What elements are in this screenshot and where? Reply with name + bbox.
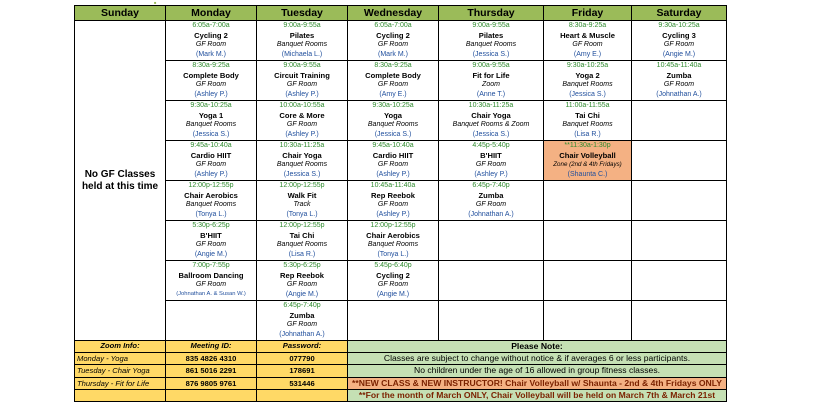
class-instructor: (Ashley P.) (285, 131, 319, 139)
class-name: B'HIIT (200, 230, 222, 240)
class-cell (166, 261, 257, 301)
day-header-thursday: Thursday (439, 6, 544, 21)
class-room: GF Room (286, 321, 318, 329)
class-time: 6:05a-7:00a (192, 22, 230, 29)
class-time: 5:30p-6:25p (283, 262, 321, 269)
class-room: GF Room (663, 81, 695, 89)
class-time: 9:30a-10:25a (566, 62, 609, 69)
class-instructor: (Jessica S.) (472, 51, 510, 59)
class-room: GF Room (475, 161, 507, 169)
zoom-class: Monday - Yoga (75, 353, 166, 365)
class-time: 9:30a-10:25a (658, 22, 700, 29)
class-room: Banquet Rooms (562, 121, 613, 129)
class-room: GF Room (195, 161, 227, 169)
class-time: 12:00p-12:55p (279, 222, 325, 229)
schedule-row (75, 21, 727, 61)
note-line3: **NEW CLASS & NEW INSTRUCTOR! Chair Volleyball w/ Shaunta - 2nd & 4th Fridays ONLY (348, 377, 727, 389)
class-room: Track (293, 201, 311, 209)
class-instructor: (Lisa R.) (288, 251, 316, 259)
class-instructor: (Ashley P.) (285, 91, 319, 99)
class-time: 9:30a-10:25a (190, 102, 232, 109)
class-cell (166, 221, 257, 261)
class-cell (439, 101, 544, 141)
class-time: 9:30a-10:25a (372, 102, 414, 109)
class-room: GF Room (663, 41, 695, 49)
zoom-row (75, 389, 727, 401)
class-instructor: (Jessica S.) (283, 171, 321, 179)
class-room: Banquet Rooms (367, 121, 419, 129)
empty-cell (632, 261, 727, 301)
empty-cell (632, 101, 727, 141)
class-name: Pilates (289, 30, 315, 40)
class-time: 11:00a-11:55a (565, 102, 610, 109)
class-cell (166, 61, 257, 101)
class-time: **11:30a-1:30p (564, 142, 611, 149)
zoom-class: Thursday - Fit for Life (75, 377, 166, 389)
zoom-class (75, 389, 166, 401)
class-instructor: (Anne T.) (476, 91, 506, 99)
class-room: GF Room (377, 41, 409, 49)
fitness-schedule-table (74, 5, 727, 402)
day-header-monday: Monday (166, 6, 257, 21)
class-name: Zumba (289, 310, 315, 320)
class-cell (166, 21, 257, 61)
class-name: Cardio HIIT (190, 150, 232, 160)
class-name: Heart & Muscle (560, 30, 615, 40)
day-header-row (75, 6, 727, 21)
empty-cell (166, 301, 257, 341)
class-room: Banquet Rooms (465, 41, 517, 49)
class-time: 6:45p-7:40p (472, 182, 510, 189)
class-time: 5:30p-6:25p (192, 222, 230, 229)
zoom-password: 531446 (257, 377, 348, 389)
class-instructor: (Jessica S.) (192, 131, 230, 139)
class-time: 10:00a-10:55a (279, 102, 325, 109)
meeting-id-header: Meeting ID: (166, 341, 257, 353)
class-cell (257, 221, 348, 261)
class-instructor: (Johnathan A.) (656, 91, 702, 99)
class-name: Rep Reebok (280, 270, 324, 280)
class-name: Yoga 2 (575, 70, 600, 80)
class-room: Banquet Rooms (276, 161, 328, 169)
class-cell (348, 261, 439, 301)
class-cell (257, 261, 348, 301)
empty-cell (544, 221, 632, 261)
class-cell (348, 101, 439, 141)
class-time: 12:00p-12:55p (279, 182, 325, 189)
class-instructor: (Angie M.) (285, 291, 319, 299)
class-room: Banquet Rooms (185, 121, 237, 129)
zoom-row (75, 353, 727, 365)
zoom-meeting-id (166, 389, 257, 401)
class-room: GF Room (195, 241, 227, 249)
class-instructor: (Tonya L.) (195, 211, 227, 219)
class-cell (166, 141, 257, 181)
class-time: 9:00a-9:55a (283, 62, 321, 69)
empty-cell (439, 261, 544, 301)
class-room: GF Room (572, 41, 603, 49)
schedule-row (75, 261, 727, 301)
class-name: Ballroom Dancing (178, 270, 244, 280)
empty-cell (544, 301, 632, 341)
zoom-row (75, 377, 727, 389)
class-time: 10:45a-11:40a (370, 182, 416, 189)
class-room: Zone (2nd & 4th Fridays) (553, 161, 622, 169)
class-cell (439, 181, 544, 221)
class-room: GF Room (377, 281, 409, 289)
class-time: 9:45a-10:40a (190, 142, 232, 149)
class-room: GF Room (377, 81, 409, 89)
class-cell (632, 21, 727, 61)
class-cell (257, 21, 348, 61)
class-time: 9:00a-9:55a (472, 22, 510, 29)
class-name: Cycling 2 (194, 30, 228, 40)
zoom-meeting-id: 876 9805 9761 (166, 377, 257, 389)
class-cell (348, 141, 439, 181)
class-cell (348, 181, 439, 221)
class-time: 7:00p-7:55p (192, 262, 230, 269)
class-name: Yoga (383, 110, 402, 120)
note-line2: No children under the age of 16 allowed in group fitness classes. (348, 365, 727, 377)
class-instructor: (Ashley P.) (194, 171, 228, 179)
class-instructor: (Johnathan A.) (468, 211, 514, 219)
class-name: Pilates (478, 30, 504, 40)
class-time: 8:30a-9:25a (192, 62, 230, 69)
zoom-password (257, 389, 348, 401)
day-header-sunday: Sunday (75, 6, 166, 21)
class-name: Zumba (666, 70, 692, 80)
zoom-meeting-id: 861 5016 2291 (166, 365, 257, 377)
class-name: Cycling 2 (376, 270, 410, 280)
class-time: 10:45a-11:40a (656, 62, 702, 69)
class-time: 9:00a-9:55a (283, 22, 321, 29)
class-time: 4:45p-5:40p (472, 142, 510, 149)
class-name: Fit for Life (472, 70, 510, 80)
class-cell (544, 101, 632, 141)
class-instructor: (Ashley P.) (376, 211, 410, 219)
class-time: 9:45a-10:40a (372, 142, 414, 149)
class-cell (439, 21, 544, 61)
day-header-friday: Friday (544, 6, 632, 21)
schedule-row (75, 101, 727, 141)
class-cell (439, 141, 544, 181)
class-name: Chair Yoga (282, 150, 322, 160)
class-instructor: (Angie M.) (194, 251, 228, 259)
class-instructor: (Jessica S.) (569, 91, 606, 99)
class-instructor: (Angie M.) (376, 291, 410, 299)
schedule-row (75, 181, 727, 221)
class-room: GF Room (377, 161, 409, 169)
class-instructor: (Michaela L.) (281, 51, 323, 59)
zoom-info-header: Zoom Info: (75, 341, 166, 353)
class-instructor: (Shaunta C.) (567, 171, 608, 179)
class-name: Chair Aerobics (184, 190, 238, 200)
class-instructor: (Amy E.) (573, 51, 602, 59)
class-instructor: (Mark M.) (378, 51, 408, 59)
zoom-row (75, 365, 727, 377)
class-name: Chair Aerobics (366, 230, 420, 240)
note-line4: **For the month of March ONLY, Chair Volleyball will be held on March 7th & March 21st (348, 389, 727, 401)
class-name: Cycling 3 (662, 30, 696, 40)
class-time: 6:45p-7:40p (283, 302, 321, 309)
class-room: GF Room (377, 201, 409, 209)
class-name: Cycling 2 (376, 30, 410, 40)
class-cell (257, 181, 348, 221)
class-name: Zumba (478, 190, 504, 200)
password-header: Password: (257, 341, 348, 353)
class-instructor: (Jessica S.) (374, 131, 412, 139)
notes-title: Please Note: (348, 341, 727, 353)
class-time: 8:30a-9:25a (374, 62, 412, 69)
note-line1: Classes are subject to change without notice & if averages 6 or less participants. (348, 353, 727, 365)
class-name: Walk Fit (287, 190, 317, 200)
class-instructor: (Amy E.) (379, 91, 407, 99)
class-instructor: (Ashley P.) (474, 171, 508, 179)
zoom-password: 178691 (257, 365, 348, 377)
empty-cell (348, 301, 439, 341)
class-cell (257, 61, 348, 101)
class-name: Chair Volleyball (559, 150, 616, 160)
class-cell (348, 221, 439, 261)
class-name: Chair Yoga (471, 110, 511, 120)
class-room: GF Room (286, 281, 318, 289)
empty-cell (632, 181, 727, 221)
class-room: GF Room (195, 81, 227, 89)
class-time: 12:00p-12:55p (370, 222, 416, 229)
day-header-wednesday: Wednesday (348, 6, 439, 21)
class-name: B'HIIT (480, 150, 502, 160)
empty-cell (544, 261, 632, 301)
empty-cell (439, 301, 544, 341)
schedule-row (75, 221, 727, 261)
class-instructor: (Jessica S.) (472, 131, 510, 139)
class-cell (257, 101, 348, 141)
class-cell (348, 21, 439, 61)
class-room: Zoom (482, 81, 500, 89)
day-header-saturday: Saturday (632, 6, 727, 21)
class-time: 12:00p-12:55p (188, 182, 234, 189)
class-time: 10:30a-11:25a (279, 142, 325, 149)
zoom-header-row (75, 341, 727, 353)
class-instructor: (Lisa R.) (574, 131, 601, 139)
class-name: Complete Body (183, 70, 239, 80)
sunday-note: No GF Classes held at this time (75, 21, 166, 341)
class-name: Tai Chi (289, 230, 315, 240)
class-name: Complete Body (365, 70, 421, 80)
class-room: GF Room (195, 281, 227, 289)
class-cell (544, 21, 632, 61)
class-instructor: (Ashley P.) (194, 91, 228, 99)
empty-cell (632, 301, 727, 341)
zoom-class: Tuesday - Chair Yoga (75, 365, 166, 377)
class-name: Yoga 1 (198, 110, 224, 120)
schedule-row (75, 141, 727, 181)
day-header-tuesday: Tuesday (257, 6, 348, 21)
class-cell (544, 141, 632, 181)
class-instructor: (Johnathan A.) (279, 331, 325, 339)
class-time: 8:30a-9:25a (568, 22, 607, 29)
class-room: GF Room (195, 41, 227, 49)
class-time: 9:00a-9:55a (472, 62, 510, 69)
zoom-password: 077790 (257, 353, 348, 365)
empty-cell (632, 221, 727, 261)
class-room: Banquet Rooms (185, 201, 237, 209)
class-instructor: (Tonya L.) (377, 251, 409, 259)
schedule-row (75, 301, 727, 341)
class-room: Banquet Rooms (367, 241, 419, 249)
class-name: Tai Chi (575, 110, 600, 120)
class-cell (348, 61, 439, 101)
class-instructor: (Mark M.) (196, 51, 226, 59)
class-room: GF Room (475, 201, 507, 209)
class-cell (257, 141, 348, 181)
class-cell (166, 101, 257, 141)
class-instructor: (Tonya L.) (286, 211, 318, 219)
class-name: Core & More (279, 110, 325, 120)
class-cell (439, 61, 544, 101)
class-room: GF Room (286, 81, 318, 89)
class-cell (257, 301, 348, 341)
zoom-meeting-id: 835 4826 4310 (166, 353, 257, 365)
class-instructor: (Johnathan A. & Susan W.) (176, 291, 246, 298)
class-name: Rep Reebok (371, 190, 415, 200)
schedule-row (75, 61, 727, 101)
empty-cell (632, 141, 727, 181)
class-instructor: (Angie M.) (662, 51, 696, 59)
class-instructor: (Ashley P.) (376, 171, 410, 179)
class-room: Banquet Rooms (276, 241, 328, 249)
class-cell (544, 61, 632, 101)
class-cell (166, 181, 257, 221)
class-room: GF Room (286, 121, 318, 129)
corner-mark: ■ (154, 0, 157, 5)
empty-cell (439, 221, 544, 261)
class-cell (632, 61, 727, 101)
class-time: 10:30a-11:25a (468, 102, 514, 109)
class-room: Banquet Rooms (562, 81, 613, 89)
class-time: 5:45p-6:40p (374, 262, 412, 269)
class-time: 6:05a-7:00a (374, 22, 412, 29)
class-room: Banquet Rooms (276, 41, 328, 49)
class-name: Circuit Training (274, 70, 330, 80)
class-name: Cardio HIIT (372, 150, 414, 160)
empty-cell (544, 181, 632, 221)
class-room: Banquet Rooms & Zoom (452, 121, 530, 129)
